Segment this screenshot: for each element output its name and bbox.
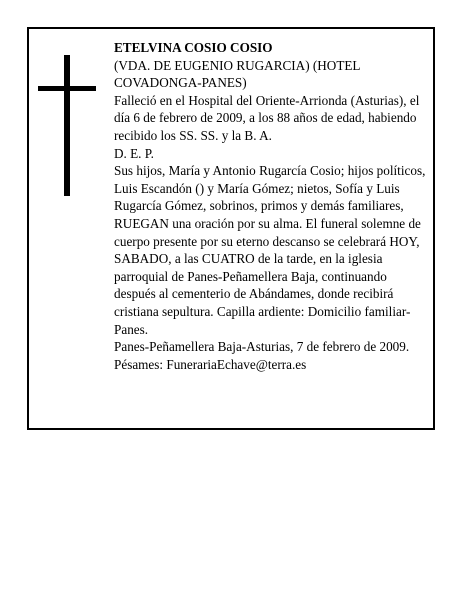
cross-icon [64,55,70,196]
cross-icon-bar [38,86,96,91]
rip-line: D. E. P. [114,145,154,161]
death-info: Falleció en el Hospital del Oriente-Arrionda (Asturias), el día 6 de febrero de 2009, a los 88 años de edad, habiendo recibido los SS. SS. y la B. A. [114,92,420,143]
widow-line: (VDA. DE EUGENIO RUGARCIA) (HOTEL COVADONGA-PANES) [114,57,361,91]
deceased-name: ETELVINA COSIO COSIO [114,40,273,55]
obituary-text [114,39,426,373]
place-date: Panes-Peñamellera Baja-Asturias, 7 de febrero de 2009. [114,339,410,355]
condolences-email: Pésames: FunerariaEchave@terra.es [114,356,307,372]
family-list: Sus hijos, María y Antonio Rugarcía Cosio; hijos políticos, Luis Escandón () y María Gómez; nietos, Sofía y Luis Rugarcía Gómez, sobrinos, primos y demás familiares, [114,163,426,214]
funeral-request: RUEGAN una oración por su alma. El funeral solemne de cuerpo presente por su eterno descanso se celebrará HOY, SABADO, a las CUATRO de la tarde, en la iglesia parroquial de Panes-Peñamellera Baja, continuando después al cementerio de Abándames, donde recibirá cristiana sepultura. Capilla ardiente: Domicilio familiar-Panes. [114,215,421,337]
